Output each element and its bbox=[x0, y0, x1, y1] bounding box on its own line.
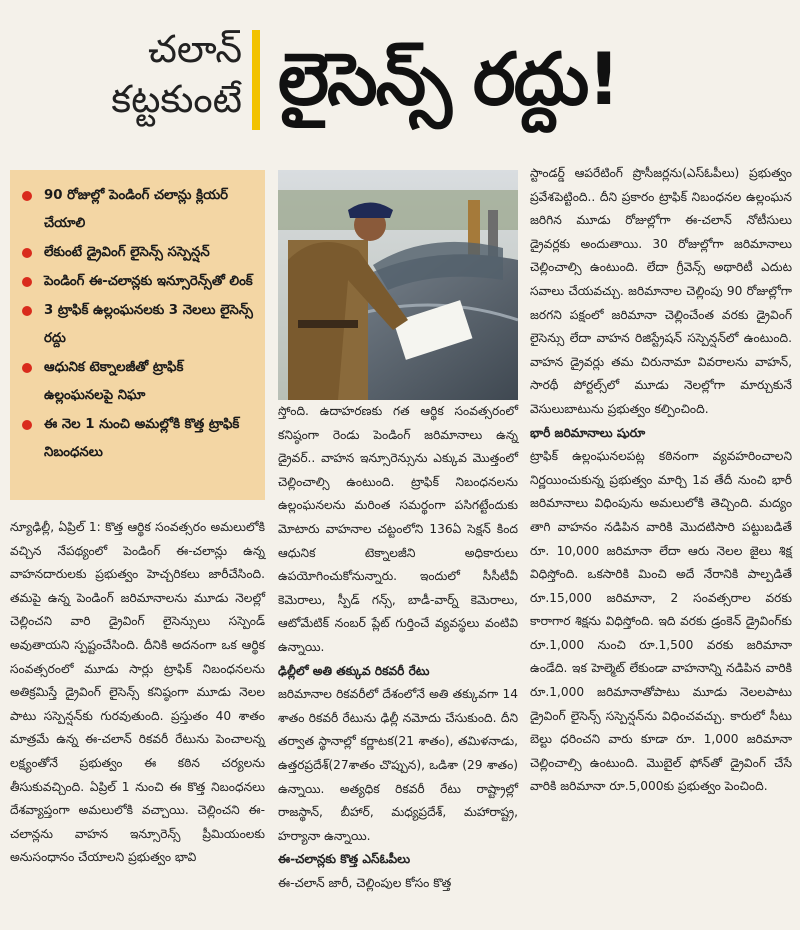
article-paragraph: స్టాండర్డ్ ఆపరేటింగ్ ప్రొసీజర్లను(ఎస్ఓపీలు) ప్రభుత్వం ప్రవేశపెట్టింది.. దీని ప్రకారం ట్రాఫిక్ నిబంధనల ఉల్లంఘన జరిగిన మూడు రోజుల్లోగా ఈ-చలాన్ నోటీసులు డ్రైవర్లకు అందుతాయి. 30 రోజుల్లోగా జరిమానాలు చెల్లించాల్సి ఉంటుంది. లేదా గ్రీవెన్స్ అథారిటీ ఎదుట సవాలు చేయవచ్చు. జరిమానాల చెల్లింపు 90 రోజుల్లోగా జరగని పక్షంలో జరిమానా చెల్లించేంత వరకు డ్రైవింగ్ లైసెన్సు లేదా వాహన రిజిస్ట్రేషన్ సస్పెన్షన్‌లో ఉంటుంది. వాహన డ్రైవర్లు తమ చిరునామా వివరాలను వాహన్, సారథీ పోర్టల్స్‌లో మూడు నెలల్లోగా మార్చుకునే వెసులుబాటును ప్రభుత్వం కల్పించింది. bbox=[530, 166, 792, 416]
bullet-icon bbox=[22, 277, 32, 287]
kicker-line-1: చలాన్ bbox=[148, 27, 242, 71]
highlight-item bbox=[20, 182, 257, 238]
article-paragraph: స్తోంది. ఉదాహరణకు గత ఆర్థిక సంవత్సరంలో కనిష్ఠంగా రెండు పెండింగ్ జరిమానాలు ఉన్న డ్రైవర్.. వాహన ఇన్సూరెన్సును ఎక్కువ మొత్తంలో చెల్లించాల్సి ఉంటుంది. ట్రాఫిక్ నిబంధనలను ఉల్లంఘనలను మరింత సమర్థంగా పసిగట్టేందుకు మోటారు వాహనాల చట్టంలోని 136ఏ సెక్షన్ కింద ఆధునిక టెక్నాలజీని అధికారులు ఉపయోగించుకోనున్నారు. ఇందులో సీసీటీవీ కెమెరాలు, స్పీడ్ గన్స్, బాడీ-వార్న్ కెమెరాలు, ఆటోమేటిక్ నంబర్ ప్లేట్ గుర్తించే వ్యవస్థలు వంటివి ఉన్నాయి. bbox=[278, 404, 518, 654]
highlight-text: పెండింగ్ ఈ-చలాన్లకు ఇన్సూరెన్స్‌తో లింక్ bbox=[44, 274, 253, 289]
section-subheading: ఈ-చలాన్లకు కొత్త ఎస్ఓపీలు bbox=[278, 852, 411, 867]
bullet-icon bbox=[22, 363, 32, 373]
bullet-icon bbox=[22, 248, 32, 258]
headline-area bbox=[0, 0, 800, 160]
article-column-3 bbox=[530, 162, 792, 799]
section-subheading: ఢిల్లీలో అతి తక్కువ రికవరీ రేటు bbox=[278, 663, 430, 678]
bullet-icon bbox=[22, 420, 32, 430]
kicker bbox=[14, 24, 242, 124]
highlight-item bbox=[20, 268, 257, 296]
article-column-2 bbox=[278, 400, 518, 895]
highlight-text: ఆధునిక టెక్నాలజీతో ట్రాఫిక్ ఉల్లంఘనలపై నిఘా bbox=[44, 360, 184, 403]
article-paragraph: ట్రాఫిక్ ఉల్లంఘనలపట్ల కఠినంగా వ్యవహరించాలని నిర్ణయించుకున్న ప్రభుత్వం మార్చి 1వ తేదీ నుంచి భారీ జరిమానాలు విధింపును అమలులోకి తెచ్చింది. మద్యం తాగి వాహనం నడిపిన వారికి మొదటిసారి పట్టుబడితే రూ. 10,000 జరిమానా లేదా ఆరు నెలల జైలు శిక్ష విధిస్తోంది. ఒకసారికి మించి అదే నేరానికి పాల్పడితే రూ.15,000 జరిమానా, 2 సంవత్సరాల వరకు కారాగార శిక్షను విధిస్తోంది. ఇది వరకు డ్రంకెన్ డ్రైవింగ్‌కు రూ.1,000 నుంచి రూ.1,500 వరకు జరిమానా ఉండేది. ఇక హెల్మెట్ లేకుండా వాహనాన్ని నడిపిన వారికి రూ.1,000 జరిమానాతోపాటు మూడు నెలలపాటు డ్రైవింగ్ లైసెన్స్ సస్పెన్షన్‌ను విధించవచ్చు. కారులో సీటు బెల్టు ధరించని వారు కూడా రూ. 1,000 జరిమానా చెల్లించాల్సి ఉంటుంది. మొబైల్ ఫోన్‌తో డ్రైవింగ్ చేసే వారికి జరిమానా రూ.5,000కు ప్రభుత్వం పెంచింది. bbox=[530, 449, 792, 794]
highlight-item bbox=[20, 239, 257, 267]
highlights-list bbox=[10, 170, 265, 467]
article-column-1 bbox=[10, 516, 265, 870]
article-paragraph: ఈ-చలాన్ జారీ, చెల్లింపుల కోసం కొత్త bbox=[278, 875, 452, 890]
section-subheading: భారీ జరిమానాలు షురూ bbox=[530, 425, 646, 440]
accent-bar bbox=[252, 30, 260, 130]
bullet-icon bbox=[22, 191, 32, 201]
kicker-line-2: కట్టకుంటే bbox=[111, 77, 242, 121]
highlight-text: లేకుంటే డ్రైవింగ్ లైసెన్స్ సస్పెన్షన్ bbox=[44, 245, 210, 260]
highlights-box bbox=[10, 170, 265, 500]
highlight-text: 3 ట్రాఫిక్ ఉల్లంఘనలకు 3 నెలలు లైసెన్స్ రద్దు bbox=[44, 303, 253, 346]
article-photo bbox=[278, 170, 518, 400]
article-paragraph: జరిమానాల రికవరీలో దేశంలోనే అతి తక్కువగా 14 శాతం రికవరీ రేటును ఢిల్లీ నమోదు చేసుకుంది. దీని తర్వాత స్థానాల్లో కర్ణాటక(21 శాతం), తమిళనాడు, ఉత్తరప్రదేశ్(27శాతం చొప్పున), ఒడిశా (29 శాతం) ఉన్నాయి. అత్యధిక రికవరీ రేటు రాష్ట్రాల్లో రాజస్థాన్, బీహార్, మధ్యప్రదేశ్, మహారాష్ట్ర, హర్యానా ఉన్నాయి. bbox=[278, 687, 518, 843]
highlight-text: ఈ నెల 1 నుంచి అమల్లోకి కొత్త ట్రాఫిక్ నిబంధనలు bbox=[44, 417, 240, 460]
highlight-text: 90 రోజుల్లో పెండింగ్ చలాన్లు క్లియర్ చేయాలి bbox=[44, 188, 229, 231]
highlight-item bbox=[20, 297, 257, 353]
police-officer-photo-illustration bbox=[278, 170, 518, 400]
bullet-icon bbox=[22, 306, 32, 316]
article-paragraph: న్యూఢిల్లీ, ఏప్రిల్ 1: కొత్త ఆర్థిక సంవత్సరం అమలులోకి వచ్చిన నేపథ్యంలో పెండింగ్ ఈ-చలాన్లు ఉన్న వాహనదారులకు ప్రభుత్వం హెచ్చరికలు జారీచేసింది. తమపై ఉన్న పెండింగ్ జరిమానాలను మూడు నెలల్లో చెల్లించని వారి డ్రైవింగ్ లైసెన్సులు సస్పెండ్ అవుతాయని స్పష్టంచేసింది. దీనికి అదనంగా ఒక ఆర్థిక సంవత్సరంలో మూడు సార్లు ట్రాఫిక్ నిబంధనలను అతిక్రమిస్తే డ్రైవింగ్ లైసెన్స్ కనిష్ఠంగా మూడు నెలల పాటు సస్పెన్షన్‌కు గురవుతుంది. ప్రస్తుతం 40 శాతం మాత్రమే ఉన్న ఈ-చలాన్ రికవరీ రేటును పెంచాలన్న లక్ష్యంతోనే ప్రభుత్వం ఈ కఠిన చర్యలను తీసుకువచ్చింది. ఏప్రిల్ 1 నుంచి ఈ కొత్త నిబంధనలు దేశవ్యాప్తంగా అమలులోకి వచ్చాయి. చెల్లించని ఈ-చలాన్లను వాహన ఇన్సూరెన్స్ ప్రీమియంలకు అనుసంధానం చేయాలని ప్రభుత్వం భావి bbox=[10, 520, 265, 865]
highlight-item bbox=[20, 411, 257, 467]
highlight-item bbox=[20, 354, 257, 410]
headline: లైసెన్స్ రద్దు! bbox=[278, 37, 619, 121]
